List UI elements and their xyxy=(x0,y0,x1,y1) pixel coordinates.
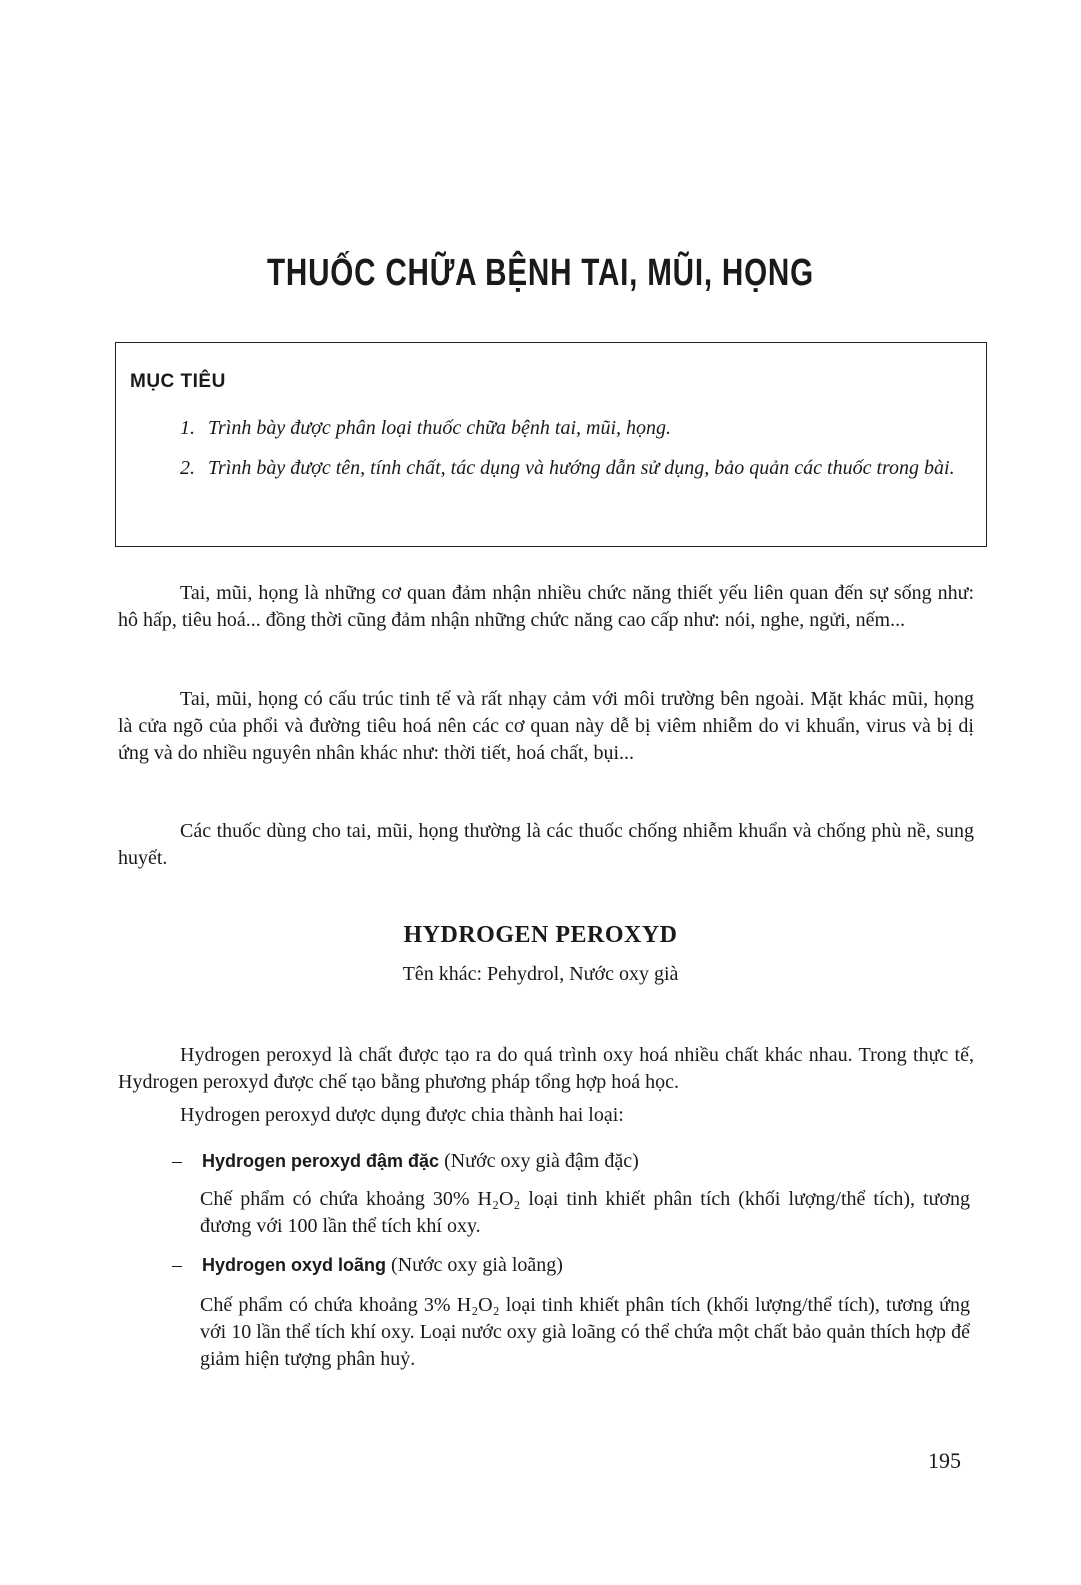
intro-paragraph-3: Các thuốc dùng cho tai, mũi, họng thường là các thuốc chống nhiễm khuẩn và chống phù nề, sung huyết. xyxy=(118,820,974,869)
objective-number: 2. xyxy=(180,457,195,479)
bullet-description: Chế phẩm có chứa khoảng 30% H₂O₂ loại tinh khiết phân tích (khối lượng/thể tích), tương đương với 100 lần thể tích khí oxy. xyxy=(200,1188,970,1237)
objective-item xyxy=(180,455,970,481)
bullet-dash: – xyxy=(172,1254,182,1276)
objectives-heading: MỤC TIÊU xyxy=(130,371,226,392)
bullet-title-rest: (Nước oxy già đậm đặc) xyxy=(439,1150,639,1172)
objective-text: Trình bày được tên, tính chất, tác dụng và hướng dẫn sử dụng, bảo quản các thuốc trong bài. xyxy=(208,457,955,479)
section-paragraph-2: Hydrogen peroxyd dược dụng được chia thành hai loại: xyxy=(180,1104,624,1126)
section-heading: HYDROGEN PEROXYD xyxy=(403,922,678,948)
objective-item xyxy=(180,415,970,441)
objective-text: Trình bày được phân loại thuốc chữa bệnh tai, mũi, họng. xyxy=(208,417,672,439)
bullet-title-bold: Hydrogen peroxyd đậm đặc xyxy=(202,1151,440,1171)
page-title: THUỐC CHỮA BỆNH TAI, MŨI, HỌNG xyxy=(267,252,814,294)
bullet-title-rest: (Nước oxy già loãng) xyxy=(386,1254,563,1276)
bullet-dash: – xyxy=(172,1150,182,1172)
page-number: 195 xyxy=(928,1448,961,1473)
intro-paragraph-1: Tai, mũi, họng là những cơ quan đảm nhận nhiều chức năng thiết yếu liên quan đến sự sống như: hô hấp, tiêu hoá... đồng thời cũng đảm nhận những chức năng cao cấp như: nói, nghe, ngửi, nếm... xyxy=(118,582,974,631)
section-alias: Tên khác: Pehydrol, Nước oxy già xyxy=(402,963,679,985)
bullet-title-bold: Hydrogen oxyd loãng xyxy=(202,1255,387,1275)
objective-number: 1. xyxy=(180,417,195,439)
bullet-title xyxy=(202,1252,563,1279)
bullet-title xyxy=(202,1148,639,1175)
bullet-description: Chế phẩm có chứa khoảng 3% H₂O₂ loại tinh khiết phân tích (khối lượng/thể tích), tương ứng với 10 lần thể tích khí oxy. Loại nước oxy già loãng có thể chứa một chất bảo quản thích hợp để giảm hiện tượng phân huỷ. xyxy=(200,1294,970,1370)
section-paragraph-1: Hydrogen peroxyd là chất được tạo ra do quá trình oxy hoá nhiều chất khác nhau. Trong thực tế, Hydrogen peroxyd được chế tạo bằng phương pháp tổng hợp hoá học. xyxy=(118,1044,974,1093)
intro-paragraph-2: Tai, mũi, họng có cấu trúc tinh tế và rất nhạy cảm với môi trường bên ngoài. Mặt khác mũi, họng là cửa ngõ của phổi và đường tiêu hoá nên các cơ quan này dễ bị viêm nhiễm do vi khuẩn, virus và bị dị ứng và do nhiều nguyên nhân khác như: thời tiết, hoá chất, bụi... xyxy=(118,688,974,764)
objectives-list xyxy=(180,415,970,495)
objectives-box xyxy=(115,342,987,547)
